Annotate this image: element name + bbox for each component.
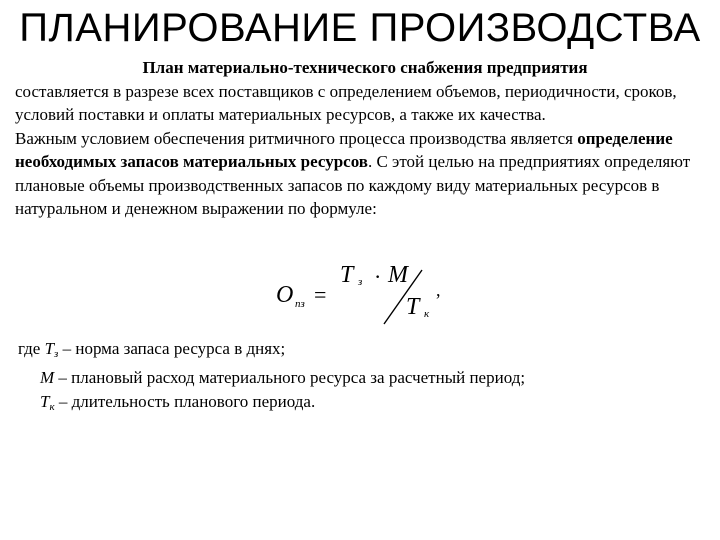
formula-m: М (388, 262, 408, 288)
formula-tk: Т (406, 294, 420, 320)
formula-tk-sub: к (424, 308, 430, 320)
slide-title: ПЛАНИРОВАНИЕ ПРОИЗВОДСТВА (19, 6, 701, 50)
formula-tz: Т (340, 262, 354, 288)
formula-equals: = (314, 282, 327, 307)
plan-lead-bold: План материально-технического снабжения предприятия (142, 58, 588, 77)
formula-lhs-sub: пз (295, 298, 305, 310)
stock-paragraph (15, 127, 715, 221)
definition-symbol-sub: з (54, 348, 59, 360)
plan-paragraph: составляется в разрезе всех поставщиков с определением объемов, периодичности, сроков, условий поставки и оплаты материальных ресурсов, а также их качества. (15, 81, 677, 124)
definition-symbol: М (40, 368, 55, 387)
definition-m (18, 366, 708, 390)
formula-comma: , (436, 280, 441, 300)
definition-text: – длительность планового периода. (54, 392, 316, 411)
definition-text: – плановый расход материального ресурса за расчетный период; (54, 368, 526, 387)
definition-symbol: Т (44, 339, 55, 358)
stock-paragraph-bold: определение необходимых запасов материальных ресурсов (15, 128, 673, 171)
formula-dot: · (374, 264, 382, 289)
stock-paragraph-start: Важным условием обеспечения ритмичного процесса производства является (15, 128, 573, 148)
definition-tk (18, 390, 708, 419)
plan-lead (15, 56, 715, 80)
formula-lhs: О (276, 282, 294, 308)
body-text (15, 56, 715, 221)
formula-definitions (18, 337, 708, 419)
stock-formula (270, 262, 460, 328)
definition-tz (18, 337, 708, 366)
formula-tz-sub: з (358, 276, 363, 288)
definition-symbol: Т (40, 392, 50, 411)
stock-paragraph-end: . С этой целью на предприятиях определяют плановые объемы производственных запасов по каждому виду материальных ресурсов в натуральном и денежном выражении по формуле: (15, 152, 691, 218)
definition-prefix: где (18, 339, 45, 358)
definition-text: – норма запаса ресурса в днях; (58, 339, 286, 358)
definition-symbol-sub: к (49, 401, 55, 413)
